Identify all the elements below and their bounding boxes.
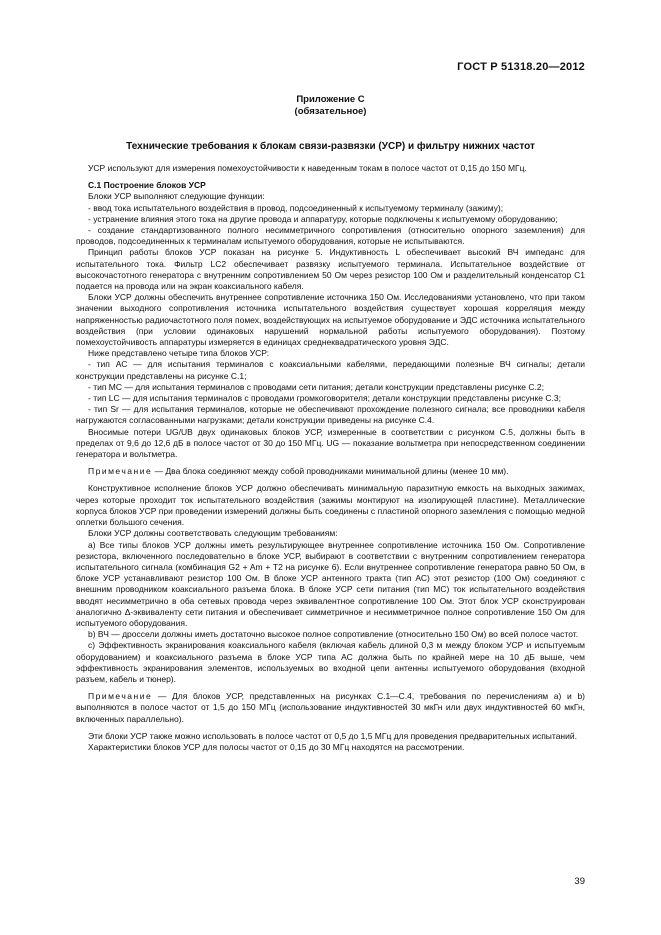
- appendix-title: Приложение С: [296, 94, 365, 105]
- type-item: - тип АС — для испытания терминалов с коаксиальными кабелями, передающими полезные ВЧ сигналы; детали конструкции представлены на рисунке С.1;: [76, 359, 585, 381]
- impedance-paragraph: Блоки УСР должны обеспечить внутреннее сопротивление источника 150 Ом. Исследованиями установлено, что при таком значении выходного сопротивления источника испытательного воздействия существует хорошая корреляция между напряженностью радиочастотного поля помех, воздействующих на испытуемое оборудование и ЭДС источника испытательного воздействия (при условии одинаковых нарушений нормальной работы испытуемого оборудования). Поэтому помехоустойчивость аппаратуры измеряется в единицах среднеквадратического уровня ЭДС.: [76, 292, 585, 348]
- document-body: [76, 163, 585, 753]
- principle-paragraph: Принцип работы блоков УСР показан на рисунке 5. Индуктивность L обеспечивает высокий ВЧ импеданс для испытательного тока. Фильтр LC2 обеспечивает развязку испытуемого терминала. Испытательное воздействие от высокочастотного генератора с внутренним сопротивлением 50 Ом через резистор 100 Ом и разделительный конденсатор С1 подается на провода или на экран коаксиального кабеля.: [76, 247, 585, 292]
- function-item: - устранение влияния этого тока на другие провода и аппаратуру, которые подключены к испытуемому оборудованию;: [88, 213, 558, 224]
- requirement-b: b) ВЧ — дроссели должны иметь достаточно высокое полное сопротивление (относительно 150 Ом) во всей полосе частот.: [88, 629, 579, 640]
- functions-intro: Блоки УСР выполняют следующие функции:: [88, 191, 265, 202]
- function-item: - ввод тока испытательного воздействия в провод, подсоединенный к испытуемому терминалу (зажиму);: [88, 202, 504, 213]
- requirements-intro: Блоки УСР должны соответствовать следующим требованиям:: [88, 528, 338, 539]
- standard-number: ГОСТ Р 51318.20—2012: [457, 61, 585, 73]
- subsection-heading: С.1 Построение блоков УСР: [88, 180, 206, 191]
- type-item: - тип МС — для испытания терминалов с проводами сети питания; детали конструкции представлены рисунке С.2;: [88, 381, 544, 392]
- note-text: — Для блоков УСР, представленных на рисунках С.1—С.4, требования по перечислениям а) и b) выполняются в полосе частот от 1,5 до 150 МГц (использование индуктивностей 30 мкГн или двух индуктивностей 60 мкГн, включенных параллельно).: [76, 691, 585, 724]
- requirement-c: c) Эффективность экранирования коаксиального кабеля (включая кабель длиной 0,3 м между блоком УСР и испытуемым оборудованием) и коаксиального разъема в блоке УСР типа АС должна быть по крайней мере на 10 дБ выше, чем эффективность экранирования элементов, используемых во входной цепи антенны испытуемого оборудования (входной разъем, кабель и тюнер).: [76, 640, 585, 684]
- note-text: — Два блока соединяют между собой проводниками минимальной длины (менее 10 мм).: [152, 466, 509, 477]
- note-2: [76, 691, 585, 725]
- page-number: 39: [574, 876, 585, 887]
- types-intro: Ниже представлено четыре типа блоков УСР:: [88, 348, 270, 359]
- requirement-a: а) Все типы блоков УСР должны иметь результирующее внутреннее сопротивление источника 150 Ом. Сопротивление резистора, включенного последовательно в блоке УСР, выбирают в соответствии с внутренним сопротивлением генератора испытательного сигнала (комбинация G2 + Am + T2 на рисунке 6). Если внутреннее сопротивление генератора равно 50 Ом, в блоке УСР устанавливают резистор 100 Ом. В блоке УСР антенного тракта (тип АС) этот резистор (100 Ом) соединяют с внешним проводником коаксиального разъема блока. В блоке УСР сети питания (тип МС) ток испытательного воздействия вводят несимметрично в оба сетевых провода через эквивалентное сопротивление 100 Ом. Этот блок УСР сконструирован аналогично Δ-эквиваленту сети питания и обеспечивает симметричное и несимметричное полное сопротивление 150 Ом для испытуемого оборудования.: [76, 539, 585, 628]
- characteristics-paragraph: Характеристики блоков УСР для полосы частот от 0,15 до 30 МГц находятся на рассмотрении.: [88, 741, 465, 752]
- note-1: [76, 466, 585, 477]
- note-label: Примечание: [88, 691, 153, 702]
- intro-paragraph: УСР используют для измерения помехоустойчивости к наведенным токам в полосе частот от 0,15 до 150 МГц.: [88, 163, 527, 173]
- design-paragraph: Конструктивное исполнение блоков УСР должно обеспечивать минимальную паразитную емкость на выходных зажимах, через которые проходит ток испытательного воздействия (зажимы монтируют на изолирующей пластине). Металлические корпуса блоков УСР при проведении измерений должны быть соединены с пластиной опорного заземления с помощью медной оплетки большого сечения.: [76, 483, 585, 528]
- type-item: - тип Sr — для испытания терминалов, которые не обеспечивают прохождение полезного сигнала; все проводники кабеля нагружаются согласованными нагрузками; детали конструкции приведены на рисунке С.4.: [76, 404, 585, 426]
- note-label: Примечание: [88, 466, 153, 477]
- type-item: - тип LC — для испытания терминалов с проводами громкоговорителя; детали конструкции представлены рисунке С.3;: [88, 393, 561, 404]
- losses-paragraph: Вносимые потери UG/UB двух одинаковых блоков УСР, измеренные в соответствии с рисунком С.5, должны быть в пределах от 9,6 до 12,6 дБ в полосе частот от 30 до 150 МГц. UG — показание вольтметра при непосредственном соединении генератора и вольтметра.: [76, 426, 585, 460]
- appendix-status: (обязательное): [294, 106, 367, 117]
- function-item: - создание стандартизованного полного несимметричного сопротивления (относительно опорного заземления) для проводов, подсоединенных к терминалам испытуемого оборудования, которые не испытываются.: [76, 225, 585, 247]
- preliminary-paragraph: Эти блоки УСР также можно использовать в полосе частот от 0,5 до 1,5 МГц для проведения предварительных испытаний.: [88, 730, 577, 741]
- section-title: Технические требования к блокам связи-развязки (УСР) и фильтру нижних частот: [126, 141, 535, 152]
